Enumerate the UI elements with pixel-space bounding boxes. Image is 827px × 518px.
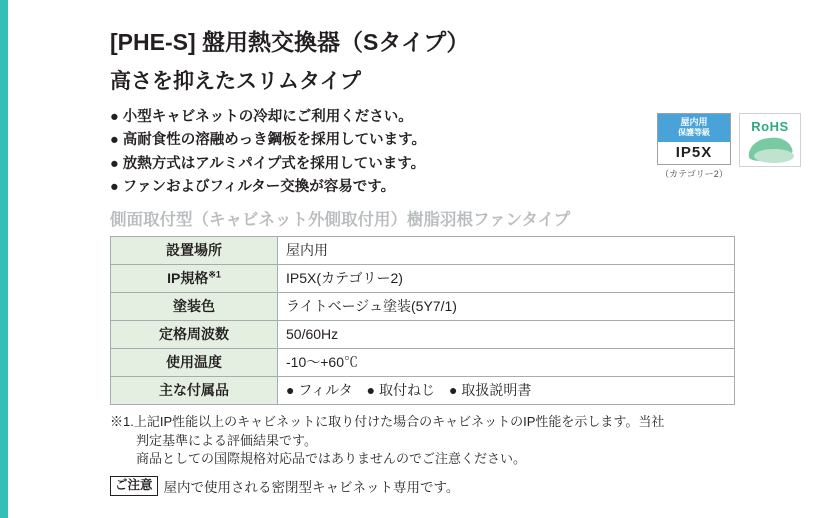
table-row: [111, 348, 735, 376]
table-row: [111, 264, 735, 292]
footnote-line: 商品としての国際規格対応品ではありませんのでご注意ください。: [110, 451, 527, 467]
ip-badge-line1: 屋内用: [680, 117, 708, 127]
table-row-value: ● フィルタ ● 取付ねじ ● 取扱説明書: [278, 376, 735, 404]
section-heading: 側面取付型（キャビネット外側取付用）樹脂羽根ファンタイプ: [110, 210, 571, 229]
table-row-label: [111, 376, 278, 404]
list-item: ● 放熱方式はアルミパイプ式を採用しています。: [110, 155, 426, 172]
footnote-line: 判定基準による評価結果です。: [110, 432, 317, 448]
list-item: ● ファンおよびフィルター交換が容易です。: [110, 179, 396, 196]
table-row: [111, 236, 735, 264]
table-row-label: [111, 320, 278, 348]
table-row: [111, 320, 735, 348]
table-row-value: 屋内用: [278, 236, 735, 264]
caution-text: 屋内で使用される密閉型キャビネット専用です。: [163, 480, 460, 496]
footnote-line: ※1.上記IP性能以上のキャビネットに取り付けた場合のキャビネットのIP性能を示します。当社: [110, 413, 665, 429]
caution-badge: ご注意: [110, 476, 158, 496]
table-row-value: ライトベージュ塗装(5Y7/1): [278, 292, 735, 320]
table-row-label-text: 主な付属品: [159, 382, 229, 399]
table-row-label: [111, 348, 278, 376]
table-row-label: [111, 236, 278, 264]
table-row: [111, 376, 735, 404]
table-row-label-text: IP規格: [167, 270, 209, 287]
ip-badge-code: IP5X: [675, 143, 713, 161]
list-item: ● 小型キャビネットの冷却にご利用ください。: [110, 108, 413, 125]
table-row-label-text: 使用温度: [166, 354, 222, 371]
ip-badge-caption: （カテゴリー2）: [660, 168, 728, 179]
feature-list: [110, 106, 800, 200]
rohs-label: RoHS: [751, 119, 789, 134]
list-item: ● 高耐食性の溶融めっき鋼板を採用しています。: [110, 132, 426, 149]
page-title: [PHE-S] 盤用熱交換器（Sタイプ）: [110, 29, 470, 55]
content-column: [110, 28, 800, 496]
footnotes: [110, 413, 800, 470]
table-row-value: -10〜+60℃: [278, 348, 735, 376]
table-row-label-text: 定格周波数: [159, 326, 229, 343]
left-accent-bar: [0, 0, 8, 518]
table-row-value: 50/60Hz: [278, 320, 735, 348]
ip-badge-line2: 保護等級: [678, 128, 710, 138]
caution-notice: [110, 476, 800, 496]
page-subtitle: 高さを抑えたスリムタイプ: [110, 69, 361, 93]
table-row-label: [111, 292, 278, 320]
table-row: [111, 292, 735, 320]
table-row-label: [111, 264, 278, 292]
table-row-value: IP5X(カテゴリー2): [278, 264, 735, 292]
table-row-label-text: 設置場所: [166, 242, 222, 259]
table-row-label-text: 塗装色: [173, 298, 215, 315]
footnote-marker: ※1: [208, 269, 221, 280]
spec-table: [110, 236, 735, 405]
